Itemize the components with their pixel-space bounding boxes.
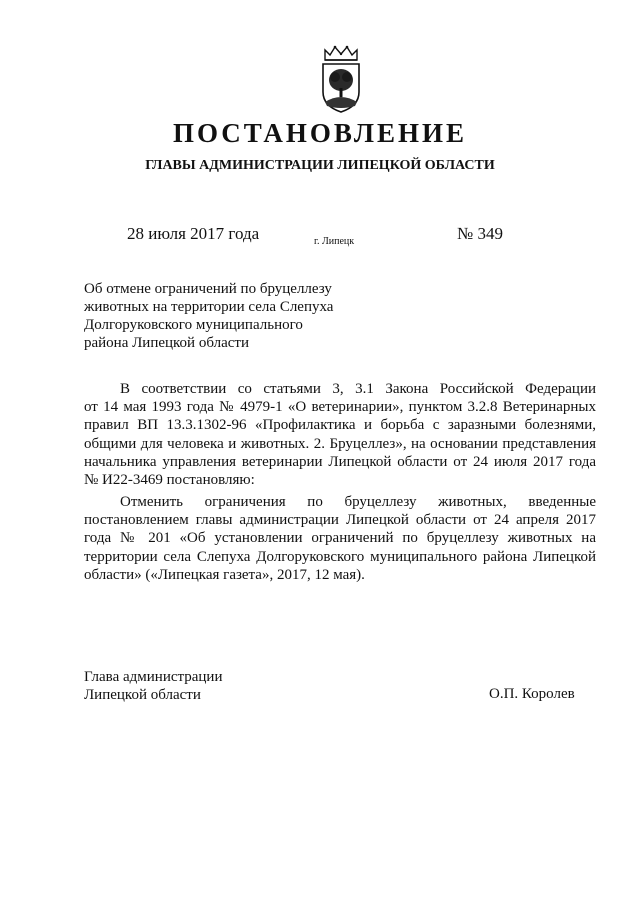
- signatory-role: [84, 668, 222, 704]
- document-date: 28 июля 2017 года: [127, 224, 260, 243]
- signatory-role-line: Липецкой области: [84, 687, 201, 703]
- paragraph-line: правил ВП 13.3.1302-96 «Профилактика и борьба с заразными болезнями,: [84, 417, 596, 434]
- signatory-name: О.П. Королев: [489, 686, 575, 702]
- subject-line: животных на территории села Слепуха: [84, 299, 334, 315]
- subject-line: Долгоруковского муниципального: [84, 317, 303, 333]
- paragraph-line: территории села Слепуха Долгоруковского муниципального района Липецкой: [84, 548, 596, 565]
- subject-line: района Липецкой области: [84, 335, 249, 351]
- paragraph-line: постановлением главы администрации Липецкой области от 24 апреля 2017: [84, 512, 596, 529]
- lipetsk-coat-of-arms-icon: [315, 44, 367, 114]
- paragraph-line: В соответствии со статьями 3, 3.1 Закона Российской Федерации: [120, 381, 596, 397]
- signatory-role-line: Глава администрации: [84, 669, 223, 685]
- paragraph-line: области» («Липецкая газета», 2017, 12 мая).: [84, 566, 365, 583]
- document-number: № 349: [457, 224, 503, 243]
- document-title: ПОСТАНОВЛЕНИЕ: [172, 118, 468, 148]
- paragraph-line: № И22-3469 постановляю:: [84, 472, 255, 489]
- paragraph-line: начальника управления ветеринарии Липецкой области от 24 июля 2017 года: [84, 453, 596, 470]
- document-subtitle: ГЛАВЫ АДМИНИСТРАЦИИ ЛИПЕЦКОЙ ОБЛАСТИ: [145, 158, 495, 173]
- paragraph-line: года № 201 «Об установлении ограничений по бруцеллезу животных на: [84, 530, 596, 547]
- body-paragraph-1: [84, 380, 596, 489]
- body-paragraph-2: [84, 493, 596, 584]
- document-subject: [84, 280, 384, 352]
- paragraph-line: общими для человека и животных. 2. Бруцеллез», на основании представления: [84, 435, 596, 452]
- document-city: г. Липецк: [314, 236, 355, 247]
- paragraph-line: от 14 мая 1993 года № 4979-1 «О ветеринарии», пунктом 3.2.8 Ветеринарных: [84, 399, 596, 416]
- paragraph-line: Отменить ограничения по бруцеллезу животных, введенные: [120, 494, 596, 510]
- subject-line: Об отмене ограничений по бруцеллезу: [84, 281, 332, 297]
